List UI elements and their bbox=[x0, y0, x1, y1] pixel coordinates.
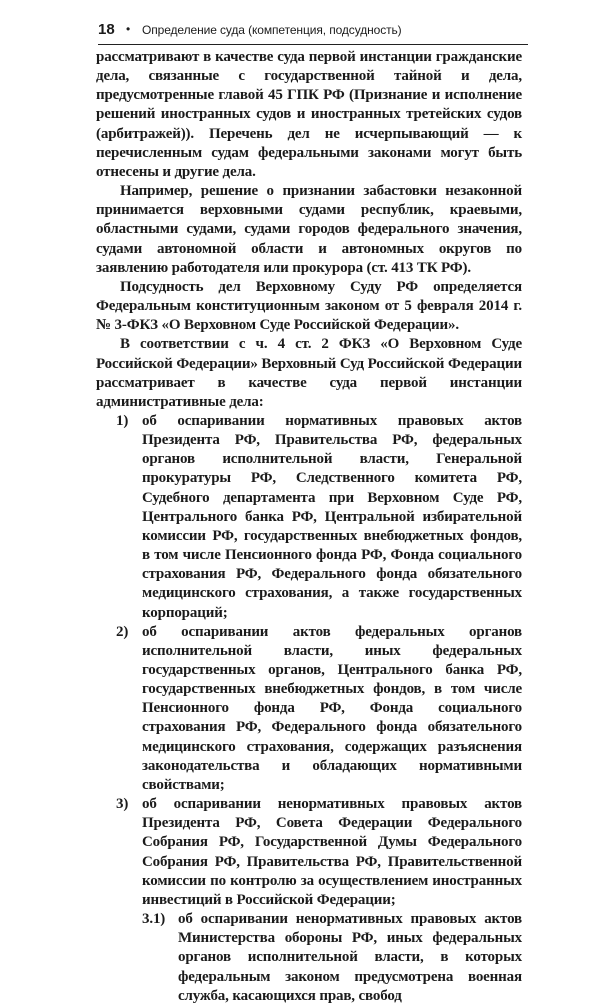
paragraph-jurisdiction bbox=[96, 278, 522, 335]
subitem-marker: 3.1) bbox=[142, 911, 166, 928]
list-subitem bbox=[96, 910, 522, 1006]
list-marker: 1) bbox=[116, 412, 129, 429]
header-bullet: • bbox=[126, 22, 131, 36]
list-item-text: об оспаривании ненормативных правовых актов Президента РФ, Совета Федерации Федерального Собрания РФ, Государственной Думы Федерального Собрания РФ, Правительства РФ, Правительственной комиссии по контролю за осуществлением иностранных инвестиций в Российской Федерации; bbox=[142, 796, 522, 908]
list-item-text: об оспаривании актов федеральных органов исполнительной власти, иных федеральных государственных органов, Центрального банка РФ, государственных внебюджетных фондов, в том числе Пенсионного фонда РФ, Фонда социального страхования РФ, Федерального фонда обязательного медицинского страхования, содержащих разъяснения законодательства и обладающих нормативными свойствами; bbox=[142, 623, 522, 793]
para3-before: Подсудность дел bbox=[120, 278, 256, 295]
paragraph-example: Например, решение о признании забастовки незаконной принимается верховными судами республик, краевыми, областными судами, судами городов федерального значения, судами автономной области и автономных округов по заявлению работодателя или прокурора (ст. 413 ТК РФ). bbox=[96, 183, 522, 276]
paragraph-list-intro: В соответствии с ч. 4 ст. 2 ФКЗ «О Верховном Суде Российской Федерации» Верховный Суд Российской Федерации рассматривает в качестве суда первой инстанции административные дела: bbox=[96, 336, 522, 410]
page-number: 18 bbox=[98, 21, 115, 38]
list-item-text: об оспаривании нормативных правовых актов Президента РФ, Правительства РФ, федеральных органов исполнительной власти, Генеральной прокуратуры РФ, Следственного комитета РФ, Судебного департамента при Верховном Суде РФ, Центрального банка РФ, Центральной избирательной комиссии РФ, государственных внебюджетных фондов, в том числе Пенсионного фонда РФ, Фонда социального страхования РФ, Федерального фонда обязательного медицинского страхования, а также государственных корпораций; bbox=[142, 412, 522, 621]
page-header bbox=[98, 18, 528, 45]
paragraph-continuation: рассматривают в качестве суда первой инстанции гражданские дела, связанные с государственной тайной и дела, предусмотренные главой 45 ГПК РФ (Признание и исполнение решений иностранных судов и иностранных третейских судов (арбитражей)). Перечень дел не исчерпывающий — к перечисленным судам федеральными законами могут быть отнесены и другие дела. bbox=[96, 49, 522, 180]
case-list bbox=[96, 412, 522, 1006]
list-marker: 2) bbox=[116, 623, 129, 640]
para3-after: определяется Федеральным конституционным законом от 5 февраля 2014 г. № 3-ФКЗ «О Верховном Суде Российской Федерации». bbox=[96, 278, 522, 334]
list-item bbox=[96, 795, 522, 910]
running-title: Определение суда (компетенция, подсудность) bbox=[142, 23, 402, 37]
list-marker: 3) bbox=[116, 796, 129, 813]
list-item bbox=[96, 623, 522, 795]
page-body bbox=[96, 48, 522, 1006]
subitem-text: об оспаривании ненормативных правовых актов Министерства обороны РФ, иных федеральных органов исполнительной власти, в которых федеральным законом предусмотрена военная служба, касающихся прав, свобод bbox=[178, 911, 522, 1004]
list-item bbox=[96, 412, 522, 623]
supreme-court-emphasis: Верховному Суду РФ bbox=[255, 278, 419, 295]
